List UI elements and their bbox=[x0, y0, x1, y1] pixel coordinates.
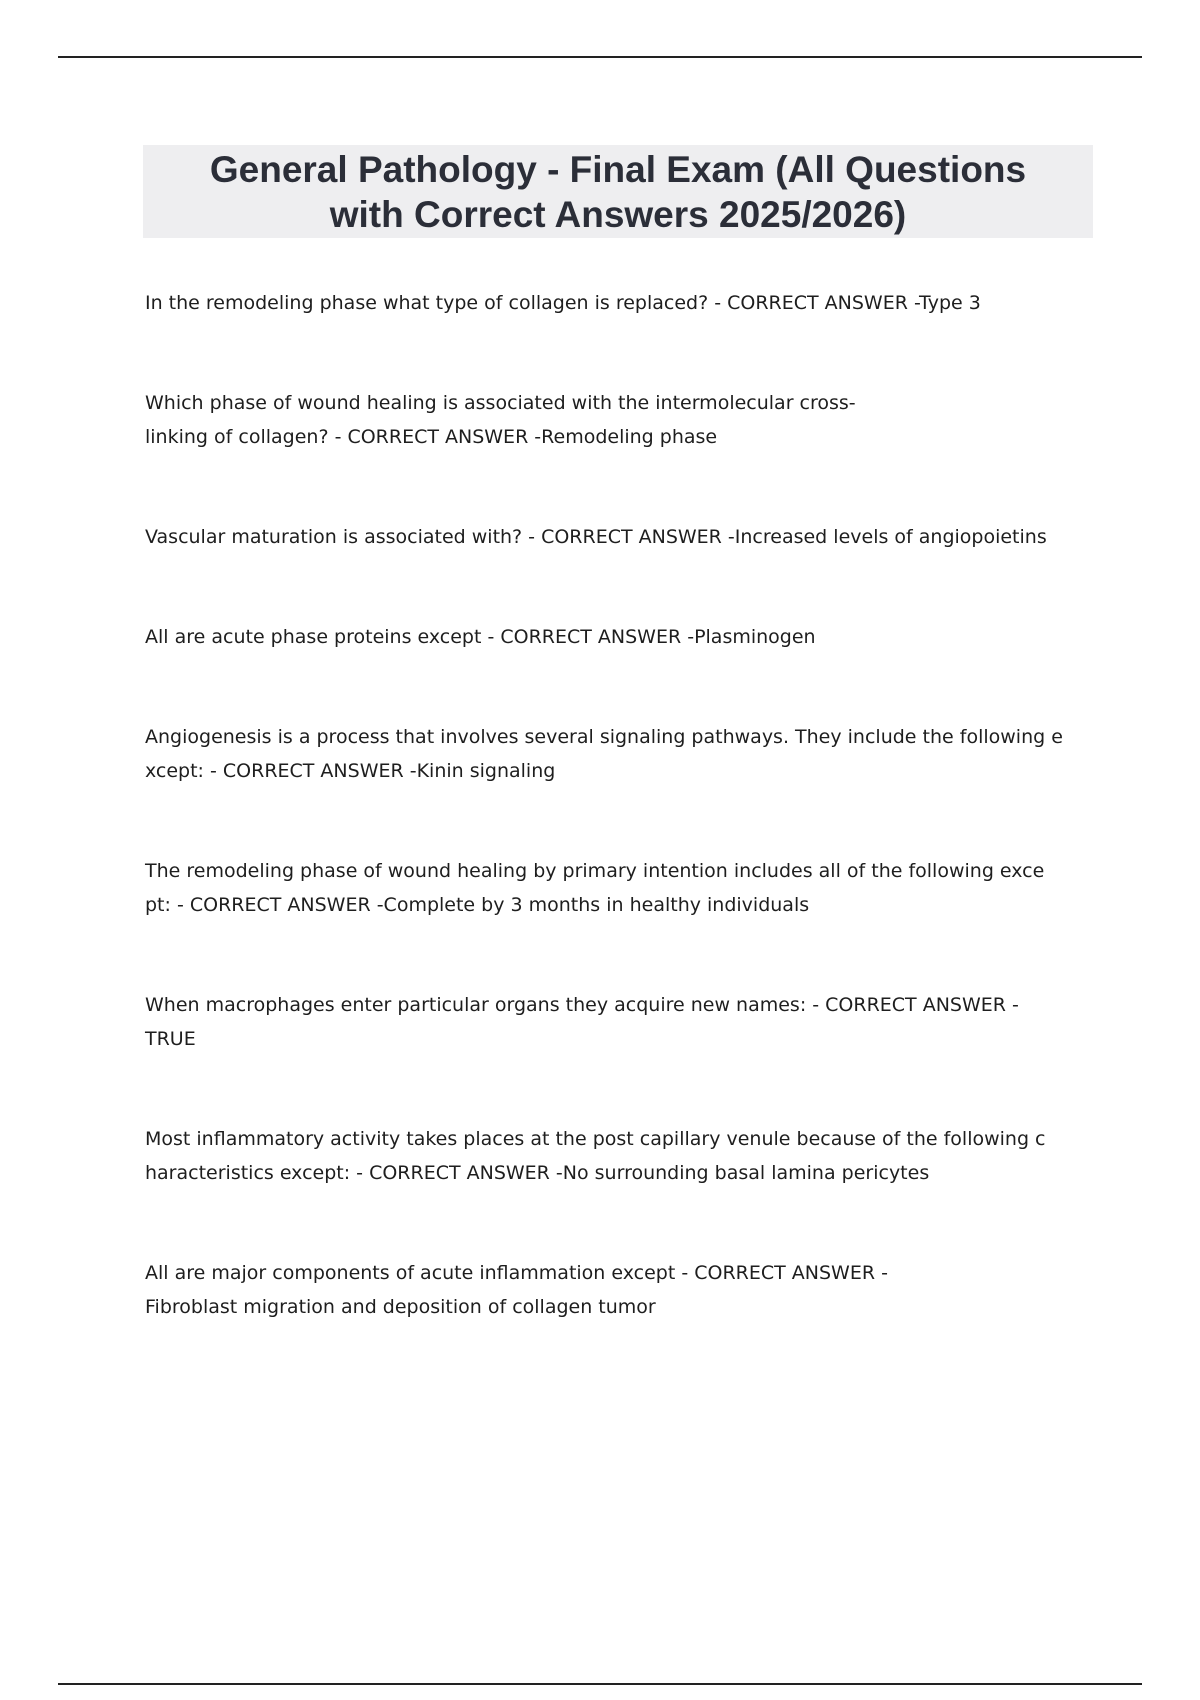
title-banner bbox=[143, 145, 1093, 238]
qa-item-8: Most inflammatory activity takes places at the post capillary venule because of the following c haracteristics except: - CORRECT ANSWER -No surrounding basal lamina pericytes bbox=[145, 1128, 1046, 1184]
qa-item-6: The remodeling phase of wound healing by primary intention includes all of the following exce pt: - CORRECT ANSWER -Complete by 3 months in healthy individuals bbox=[145, 860, 1045, 916]
qa-item-5: Angiogenesis is a process that involves several signaling pathways. They include the following e xcept: - CORRECT ANSWER -Kinin signaling bbox=[145, 726, 1063, 782]
qa-item-2: Which phase of wound healing is associated with the intermolecular cross- linking of collagen? - CORRECT ANSWER -Remodeling phase bbox=[145, 392, 856, 448]
document-title bbox=[210, 147, 1026, 237]
qa-item-3: Vascular maturation is associated with? - CORRECT ANSWER -Increased levels of angiopoietins bbox=[145, 526, 1047, 548]
footer-rule bbox=[58, 1683, 1142, 1685]
qa-item-7: When macrophages enter particular organs they acquire new names: - CORRECT ANSWER - TRUE bbox=[145, 994, 1019, 1050]
question-answer-list bbox=[145, 286, 1095, 1390]
document-title-line-1: General Pathology - Final Exam (All Questions bbox=[209, 148, 1027, 190]
header-rule bbox=[58, 56, 1142, 58]
qa-item-9: All are major components of acute inflammation except - CORRECT ANSWER - Fibroblast migration and deposition of collagen tumor bbox=[145, 1262, 888, 1318]
qa-item-1: In the remodeling phase what type of collagen is replaced? - CORRECT ANSWER -Type 3 bbox=[145, 292, 981, 314]
document-title-line-2: with Correct Answers 2025/2026) bbox=[329, 193, 907, 235]
qa-item-4: All are acute phase proteins except - CORRECT ANSWER -Plasminogen bbox=[145, 626, 816, 648]
